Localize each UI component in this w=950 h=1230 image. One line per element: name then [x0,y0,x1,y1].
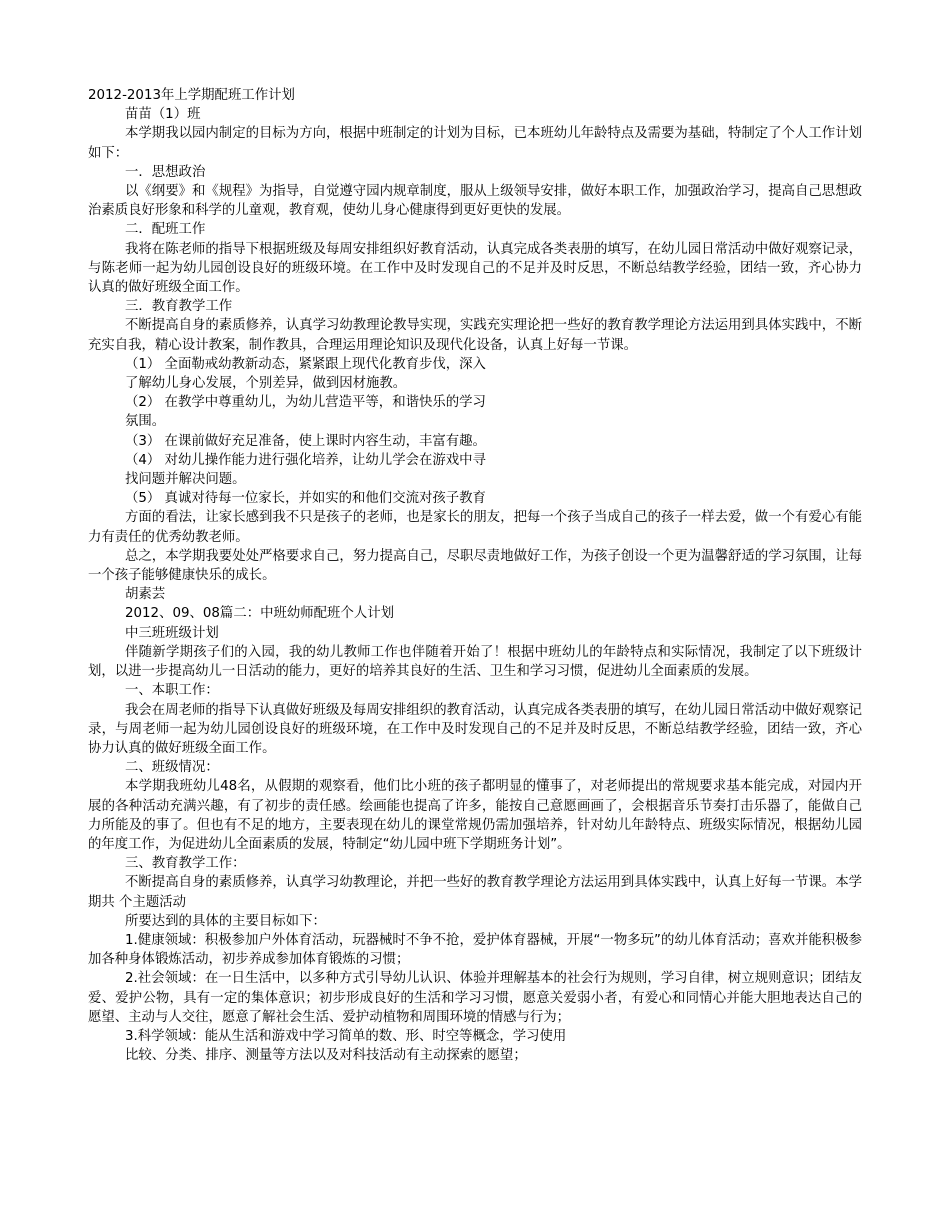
document-paragraph: 二、班级情况： [125,760,219,776]
document-paragraph: 我会在周老师的指导下认真做好班级及每周安排组织的教育活动，认真完成各类表册的填写，在幼儿园日常活动中做好观察记录，与周老师一起为幼儿园创设良好的班级环境，在工作中及时发现自己的不足并及时反思，不断总结教学经验，团结一致，齐心协力认真的做好班级全面工作。 [88,702,862,756]
document-paragraph: 2.社会领域：在一日生活中，以多种方式引导幼儿认识、体验并理解基本的社会行为规则，学习自律，树立规则意识；团结友爱、爱护公物，具有一定的集体意识；初步形成良好的生活和学习习惯，愿意关爱弱小者，有爱心和同情心并能大胆地表达自己的愿望、主动与人交往，愿意了解社会生活、爱护动植物和周围环境的情感与行为； [88,971,862,1025]
document-paragraph: 三．教育教学工作 [125,299,233,315]
document-paragraph: 本学期我以园内制定的目标为方向，根据中班制定的计划为目标，已本班幼儿年龄特点及需要为基础，特制定了个人工作计划如下： [88,126,862,161]
document-paragraph: 比较、分类、排序、测量等方法以及对科技活动有主动探索的愿望； [125,1048,527,1064]
document-paragraph: 三、教育教学工作： [125,856,246,872]
document-paragraph: （1） 全面勒戒幼教新动态，紧紧跟上现代化教育步伐，深入 [125,356,486,372]
document-paragraph: 我将在陈老师的指导下根据班级及每周安排组织好教育活动，认真完成各类表册的填写，在幼儿园日常活动中做好观察记录，与陈老师一起为幼儿园创设良好的班级环境。在工作中及时发现自己的不足并及时反思，不断总结教学经验，团结一致，齐心协力认真的做好班级全面工作。 [88,241,862,296]
document-paragraph: 3.科学领域：能从生活和游戏中学习简单的数、形、时空等概念，学习使用 [125,1028,567,1044]
document-paragraph: 不断提高自身的素质修养，认真学习幼教理论教导实现，实践充实理论把一些好的教育教学理论方法运用到具体实践中，不断充实自我，精心设计教案，制作教具，合理运用理论知识及现代化设备，认真上好每一节课。 [88,318,862,353]
document-page [88,86,862,1065]
document-paragraph: （2） 在教学中尊重幼儿，为幼儿营造平等，和谐快乐的学习 [125,395,486,411]
document-paragraph: （4） 对幼儿操作能力进行强化培养，让幼儿学会在游戏中寻 [125,452,486,468]
document-title: 2012-2013年上学期配班工作计划 [88,88,295,103]
document-paragraph: 所要达到的具体的主要目标如下： [125,913,326,929]
document-paragraph: 本学期我班幼儿48名，从假期的观察看，他们比小班的孩子都明显的懂事了，对老师提出的常规要求基本能完成，对园内开展的各种活动充满兴趣，有了初步的责任感。绘画能也提高了许多，能按自己意愿画画了，会根据音乐节奏打击乐器了，能做自己力所能及的事了。但也有不足的地方，主要表现在幼儿的课堂常规仍需加强培养，针对幼儿年龄特点、班级实际情况，根据幼儿园的年度工作，为促进幼儿全面素质的发展，特制定“幼儿园中班下学期班务计划”。 [88,779,862,852]
document-paragraph: 以《纲要》和《规程》为指导，自觉遵守园内规章制度，服从上级领导安排，做好本职工作，加强政治学习，提高自己思想政治素质良好形象和科学的儿童观，教育观，使幼儿身心健康得到更好更快的发展。 [88,184,862,219]
document-paragraph: 了解幼儿身心发展，个别差异，做到因材施教。 [125,376,407,392]
document-paragraph: 一、本职工作： [125,683,219,699]
document-paragraph: 二．配班工作 [125,222,206,238]
document-paragraph: 总之，本学期我要处处严格要求自己，努力提高自己，尽职尽责地做好工作，为孩子创设一个更为温馨舒适的学习氛围，让每一个孩子能够健康快乐的成长。 [88,548,862,584]
document-paragraph: 1.健康领域：积极参加户外体育活动，玩器械时不争不抢，爱护体育器械，开展“一物多玩”的幼儿体育活动；喜欢并能积极参加各种身体锻炼活动，初步养成参加体育锻炼的习惯； [88,932,862,968]
document-paragraph: 胡素芸 [125,587,166,603]
document-paragraph: （5） 真诚对待每一位家长，并如实的和他们交流对孩子教育 [125,491,486,507]
document-paragraph: 不断提高自身的素质修养，认真学习幼教理论，并把一些好的教育教学理论方法运用到具体实践中，认真上好每一节课。本学期共 个主题活动 [88,875,862,910]
document-paragraph: 2012、09、08篇二：中班幼师配班个人计划 [125,606,395,622]
document-paragraph: 氛围。 [125,414,166,430]
document-paragraph: 中三班班级计划 [125,625,219,641]
document-paragraph: 一．思想政治 [125,164,206,180]
document-paragraph: 苗苗（1）班 [125,107,201,123]
document-paragraph: 找问题并解决问题。 [125,472,246,488]
document-paragraph: 方面的看法，让家长感到我不只是孩子的老师，也是家长的朋友，把每一个孩子当成自己的孩子一样去爱，做一个有爱心有能力有责任的优秀幼教老师。 [88,510,862,545]
document-paragraph: 伴随新学期孩子们的入园，我的幼儿教师工作也伴随着开始了！根据中班幼儿的年龄特点和实际情况，我制定了以下班级计划，以进一步提高幼儿一日活动的能力，更好的培养其良好的生活、卫生和学习习惯，促进幼儿全面素质的发展。 [88,644,862,680]
document-paragraph: （3） 在课前做好充足准备，使上课时内容生动，丰富有趣。 [125,433,486,449]
